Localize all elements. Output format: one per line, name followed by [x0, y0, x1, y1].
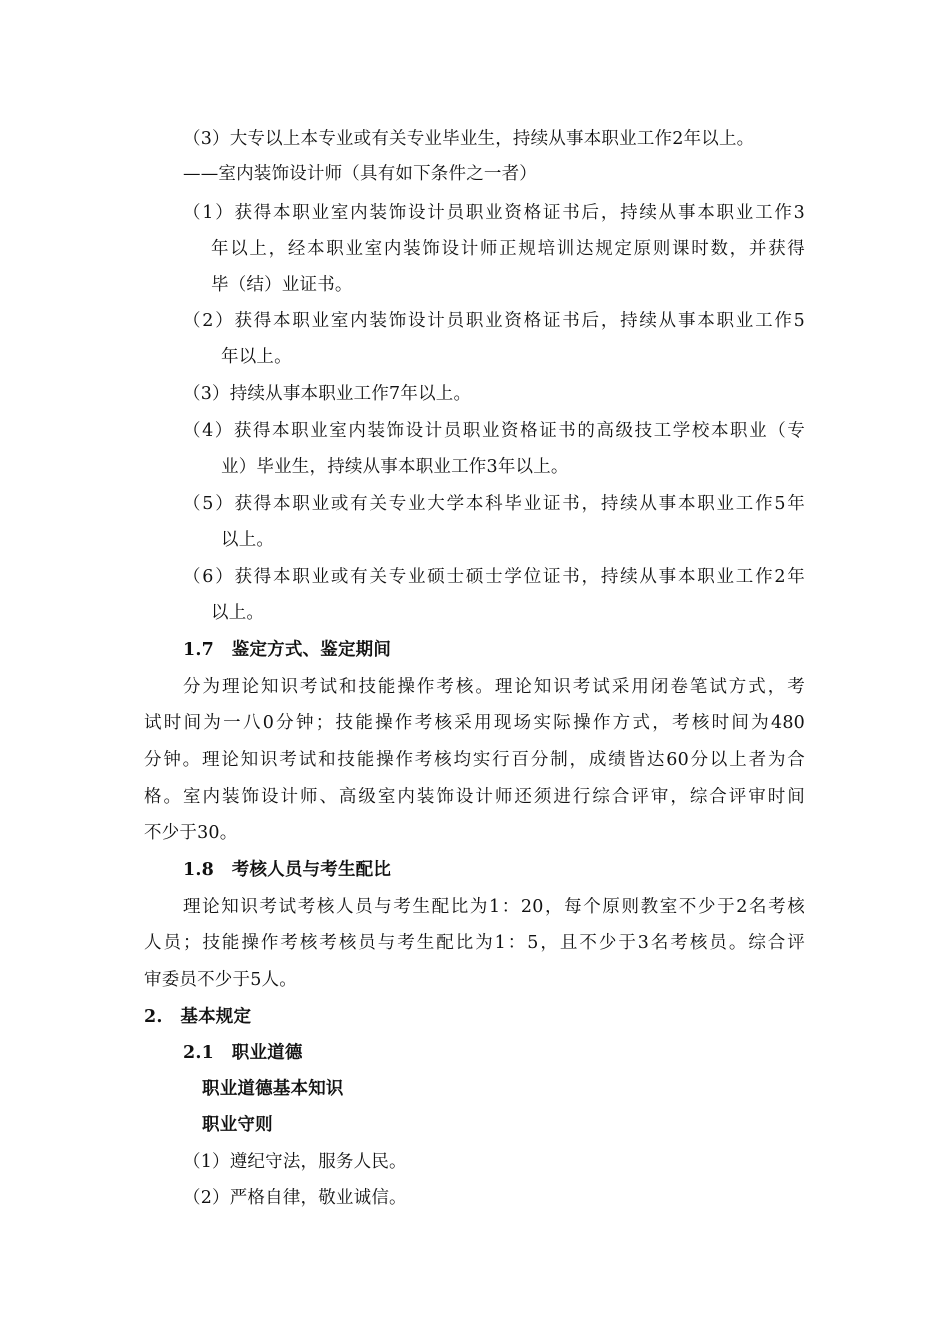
- list-item: （6）获得本职业或有关专业硕士硕士学位证书，持续从事本职业工作2年: [183, 567, 805, 587]
- sub-heading-ethics-knowledge: 职业道德基本知识: [202, 1079, 344, 1099]
- list-item-continued: 以上。: [221, 530, 275, 550]
- list-item-continued: 年以上。: [221, 347, 292, 367]
- paragraph-line: 试时间为一八0分钟；技能操作考核采用现场实际操作方式，考核时间为480: [144, 713, 805, 733]
- list-item: （1）遵纪守法，服务人民。: [183, 1152, 407, 1172]
- section-heading-2-1: 2.1 职业道德: [183, 1043, 303, 1063]
- list-item-continued: 以上。: [211, 603, 265, 623]
- list-item: （2）获得本职业室内装饰设计员职业资格证书后，持续从事本职业工作5: [183, 311, 805, 331]
- section-heading-1-8: 1.8 考核人员与考生配比: [183, 860, 392, 880]
- list-item-continued: 业）毕业生，持续从事本职业工作3年以上。: [221, 457, 569, 477]
- list-item: （2）严格自律，敬业诚信。: [183, 1188, 407, 1208]
- section-heading-2: 2. 基本规定: [144, 1007, 252, 1027]
- sub-heading-code-of-conduct: 职业守则: [202, 1115, 273, 1135]
- paragraph-line: 分钟。理论知识考试和技能操作考核均实行百分制，成绩皆达60分以上者为合: [144, 750, 805, 770]
- list-item: （5）获得本职业或有关专业大学本科毕业证书，持续从事本职业工作5年: [183, 494, 805, 514]
- paragraph-line: 人员；技能操作考核考核员与考生配比为1：5，且不少于3名考核员。综合评: [144, 933, 805, 953]
- list-item-continued: 年以上，经本职业室内装饰设计师正规培训达规定原则课时数，并获得: [211, 239, 805, 259]
- paragraph-line: 分为理论知识考试和技能操作考核。理论知识考试采用闭卷笔试方式，考: [183, 677, 805, 697]
- list-item: （4）获得本职业室内装饰设计员职业资格证书的高级技工学校本职业（专: [183, 421, 805, 441]
- list-item-continued: 毕（结）业证书。: [211, 275, 353, 295]
- paragraph-line: 格。室内装饰设计师、高级室内装饰设计师还须进行综合评审，综合评审时间: [144, 787, 805, 807]
- paragraph-line: 不少于30。: [144, 823, 238, 843]
- list-item-prev-3: （3）大专以上本专业或有关专业毕业生，持续从事本职业工作2年以上。: [183, 129, 755, 149]
- paragraph-line: 理论知识考试考核人员与考生配比为1：20，每个原则教室不少于2名考核: [183, 897, 805, 917]
- section-heading-1-7: 1.7 鉴定方式、鉴定期间: [183, 640, 392, 660]
- designer-heading: ——室内装饰设计师（具有如下条件之一者）: [183, 164, 537, 184]
- list-item: （3）持续从事本职业工作7年以上。: [183, 384, 472, 404]
- list-item: （1）获得本职业室内装饰设计员职业资格证书后，持续从事本职业工作3: [183, 203, 805, 223]
- paragraph-line: 审委员不少于5人。: [144, 970, 297, 990]
